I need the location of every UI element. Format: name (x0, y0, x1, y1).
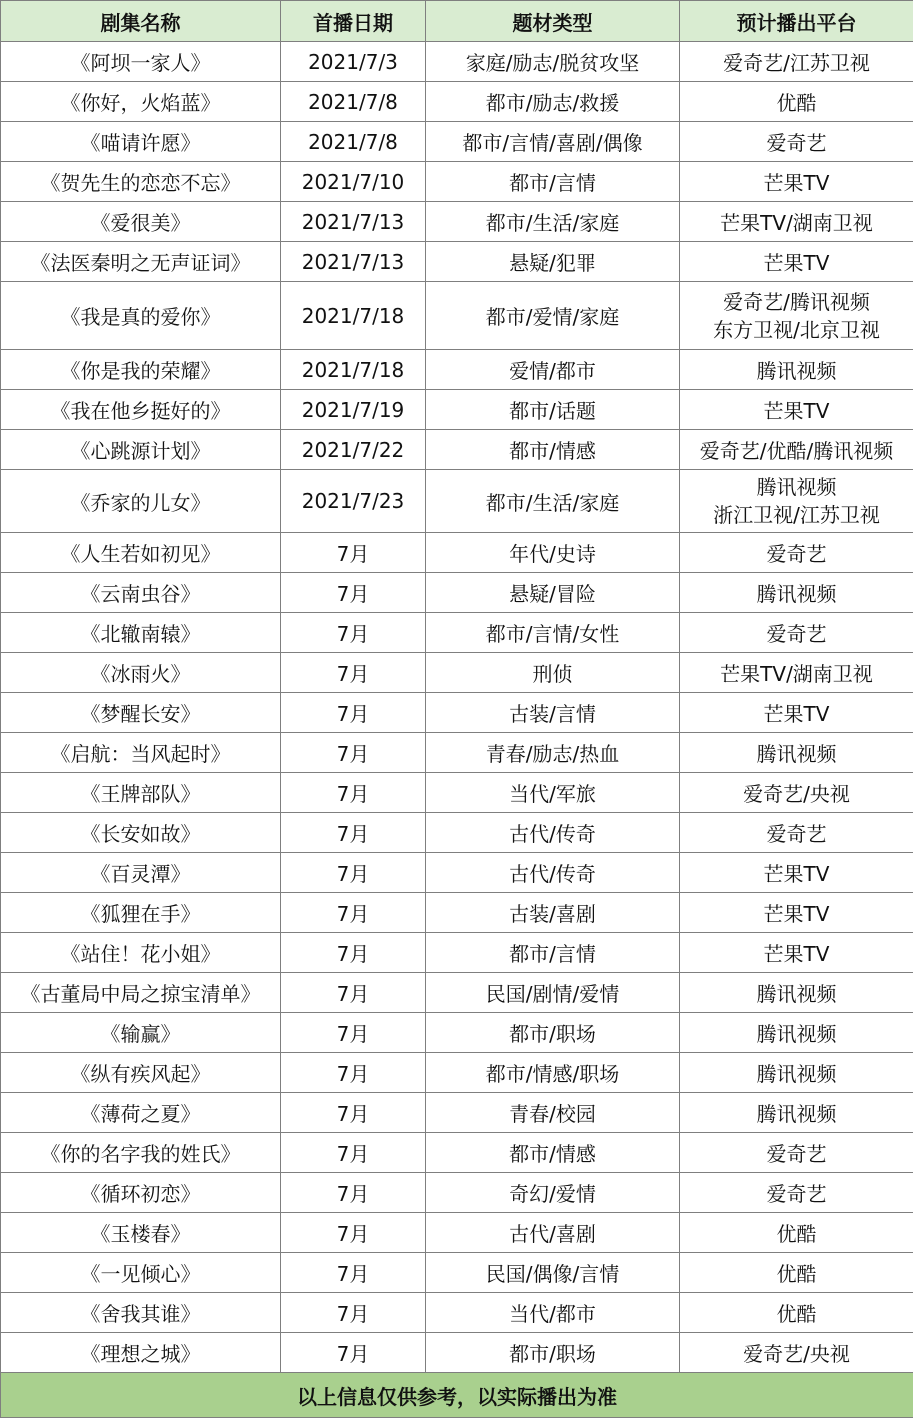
cell-date: 7月 (281, 813, 426, 853)
table-row (1, 933, 913, 973)
table-row (1, 1213, 913, 1253)
cell-genre: 都市/职场 (426, 1013, 680, 1053)
cell-date: 7月 (281, 1253, 426, 1293)
cell-platform (680, 122, 913, 162)
cell-genre: 都市/励志/救援 (426, 82, 680, 122)
cell-date: 7月 (281, 973, 426, 1013)
cell-platform (680, 733, 913, 773)
table-row (1, 1053, 913, 1093)
cell-platform (680, 1053, 913, 1093)
cell-title: 《喵请许愿》 (1, 122, 281, 162)
cell-date: 7月 (281, 613, 426, 653)
platform-line: 芒果TV (763, 399, 830, 423)
platform-line: 腾讯视频 (756, 1062, 837, 1086)
cell-title: 《冰雨火》 (1, 653, 281, 693)
cell-title: 《人生若如初见》 (1, 533, 281, 573)
cell-title: 《阿坝一家人》 (1, 42, 281, 82)
cell-genre: 民国/偶像/言情 (426, 1253, 680, 1293)
platform-line: 爱奇艺/江苏卫视 (723, 51, 870, 75)
cell-date: 2021/7/22 (281, 430, 426, 470)
cell-date: 2021/7/23 (281, 470, 426, 533)
platform-line: 爱奇艺/央视 (743, 782, 850, 806)
cell-genre: 古装/喜剧 (426, 893, 680, 933)
table-row (1, 773, 913, 813)
platform-line: 爱奇艺/央视 (743, 1342, 850, 1366)
platform-line: 腾讯视频 (756, 475, 837, 499)
table-row (1, 1293, 913, 1333)
cell-title: 《一见倾心》 (1, 1253, 281, 1293)
cell-platform (680, 653, 913, 693)
cell-genre: 都市/话题 (426, 390, 680, 430)
cell-date: 7月 (281, 1093, 426, 1133)
cell-platform (680, 82, 913, 122)
cell-platform (680, 1333, 913, 1373)
cell-title: 《心跳源计划》 (1, 430, 281, 470)
cell-platform (680, 430, 913, 470)
platform-line: 芒果TV/湖南卫视 (720, 211, 873, 235)
cell-title: 《薄荷之夏》 (1, 1093, 281, 1133)
header-date: 首播日期 (281, 1, 426, 42)
cell-date: 7月 (281, 1333, 426, 1373)
cell-platform (680, 1213, 913, 1253)
cell-date: 2021/7/18 (281, 350, 426, 390)
platform-line: 爱奇艺 (766, 131, 827, 155)
cell-genre: 爱情/都市 (426, 350, 680, 390)
cell-date: 2021/7/18 (281, 282, 426, 350)
cell-platform (680, 470, 913, 533)
platform-line: 腾讯视频 (756, 1022, 837, 1046)
cell-genre: 民国/剧情/爱情 (426, 973, 680, 1013)
cell-date: 7月 (281, 1013, 426, 1053)
cell-platform (680, 390, 913, 430)
cell-genre: 古代/传奇 (426, 813, 680, 853)
cell-date: 2021/7/13 (281, 202, 426, 242)
cell-title: 《你好，火焰蓝》 (1, 82, 281, 122)
cell-genre: 都市/言情 (426, 162, 680, 202)
table-row (1, 162, 913, 202)
cell-title: 《王牌部队》 (1, 773, 281, 813)
cell-genre: 都市/情感/职场 (426, 1053, 680, 1093)
cell-title: 《狐狸在手》 (1, 893, 281, 933)
platform-line: 芒果TV (763, 702, 830, 726)
footer-row (1, 1373, 913, 1418)
cell-genre: 当代/都市 (426, 1293, 680, 1333)
cell-platform (680, 42, 913, 82)
header-row (1, 1, 913, 42)
cell-genre: 当代/军旅 (426, 773, 680, 813)
table-row (1, 82, 913, 122)
table-row (1, 893, 913, 933)
platform-line: 爱奇艺 (766, 622, 827, 646)
table-row (1, 533, 913, 573)
cell-date: 7月 (281, 1293, 426, 1333)
platform-line: 腾讯视频 (756, 582, 837, 606)
platform-line: 芒果TV (763, 251, 830, 275)
table-row (1, 853, 913, 893)
cell-genre: 悬疑/犯罪 (426, 242, 680, 282)
cell-platform (680, 893, 913, 933)
cell-platform (680, 1133, 913, 1173)
cell-platform (680, 1253, 913, 1293)
cell-genre: 都市/情感 (426, 1133, 680, 1173)
cell-date: 7月 (281, 573, 426, 613)
cell-date: 7月 (281, 1053, 426, 1093)
cell-genre: 青春/校园 (426, 1093, 680, 1133)
platform-line: 芒果TV (763, 171, 830, 195)
platform-line: 东方卫视/北京卫视 (713, 317, 880, 342)
platform-line: 腾讯视频 (756, 982, 837, 1006)
table-row (1, 573, 913, 613)
cell-platform (680, 242, 913, 282)
cell-title: 《百灵潭》 (1, 853, 281, 893)
table-row (1, 653, 913, 693)
cell-genre: 都市/职场 (426, 1333, 680, 1373)
platform-line: 腾讯视频 (756, 359, 837, 383)
header-platform: 预计播出平台 (680, 1, 913, 42)
cell-platform (680, 202, 913, 242)
cell-platform (680, 973, 913, 1013)
platform-line: 爱奇艺 (766, 542, 827, 566)
cell-title: 《输赢》 (1, 1013, 281, 1053)
header-genre: 题材类型 (426, 1, 680, 42)
cell-platform (680, 1013, 913, 1053)
table-row (1, 202, 913, 242)
cell-date: 7月 (281, 693, 426, 733)
cell-date: 2021/7/19 (281, 390, 426, 430)
cell-date: 2021/7/8 (281, 82, 426, 122)
cell-title: 《爱很美》 (1, 202, 281, 242)
platform-line: 芒果TV (763, 902, 830, 926)
cell-platform (680, 1293, 913, 1333)
table-row (1, 733, 913, 773)
cell-platform (680, 162, 913, 202)
cell-platform (680, 813, 913, 853)
cell-genre: 悬疑/冒险 (426, 573, 680, 613)
table-row (1, 693, 913, 733)
platform-line: 爱奇艺 (766, 1142, 827, 1166)
cell-platform (680, 933, 913, 973)
platform-line: 腾讯视频 (756, 1102, 837, 1126)
cell-genre: 年代/史诗 (426, 533, 680, 573)
cell-platform (680, 1093, 913, 1133)
cell-platform (680, 693, 913, 733)
cell-title: 《古董局中局之掠宝清单》 (1, 973, 281, 1013)
table-row (1, 1093, 913, 1133)
cell-genre: 都市/爱情/家庭 (426, 282, 680, 350)
cell-date: 7月 (281, 853, 426, 893)
table-row (1, 613, 913, 653)
cell-title: 《法医秦明之无声证词》 (1, 242, 281, 282)
cell-title: 《北辙南辕》 (1, 613, 281, 653)
table-row (1, 430, 913, 470)
cell-platform (680, 282, 913, 350)
cell-platform (680, 350, 913, 390)
cell-date: 2021/7/10 (281, 162, 426, 202)
cell-platform (680, 573, 913, 613)
platform-line: 浙江卫视/江苏卫视 (713, 503, 880, 527)
platform-line: 爱奇艺 (766, 1182, 827, 1206)
cell-date: 7月 (281, 1133, 426, 1173)
cell-title: 《乔家的儿女》 (1, 470, 281, 533)
cell-title: 《云南虫谷》 (1, 573, 281, 613)
cell-title: 《理想之城》 (1, 1333, 281, 1373)
cell-title: 《纵有疾风起》 (1, 1053, 281, 1093)
table-row (1, 242, 913, 282)
cell-genre: 古代/喜剧 (426, 1213, 680, 1253)
cell-title: 《我在他乡挺好的》 (1, 390, 281, 430)
platform-line: 腾讯视频 (756, 742, 837, 766)
cell-platform (680, 773, 913, 813)
table-row (1, 973, 913, 1013)
cell-platform (680, 613, 913, 653)
cell-date: 7月 (281, 1173, 426, 1213)
table-row (1, 282, 913, 350)
cell-date: 7月 (281, 733, 426, 773)
platform-line: 芒果TV (763, 942, 830, 966)
cell-genre: 都市/生活/家庭 (426, 470, 680, 533)
cell-title: 《你是我的荣耀》 (1, 350, 281, 390)
cell-genre: 都市/言情 (426, 933, 680, 973)
cell-title: 《长安如故》 (1, 813, 281, 853)
platform-line: 芒果TV (763, 862, 830, 886)
platform-line: 优酷 (776, 91, 817, 115)
platform-line: 优酷 (776, 1262, 817, 1286)
table-row (1, 1133, 913, 1173)
table-body (1, 42, 913, 1373)
footer-note: 以上信息仅供参考，以实际播出为准 (1, 1373, 913, 1418)
cell-genre: 都市/情感 (426, 430, 680, 470)
table-row (1, 813, 913, 853)
cell-genre: 都市/言情/女性 (426, 613, 680, 653)
platform-line: 爱奇艺/优酷/腾讯视频 (699, 439, 894, 463)
cell-genre: 家庭/励志/脱贫攻坚 (426, 42, 680, 82)
cell-title: 《站住！花小姐》 (1, 933, 281, 973)
cell-date: 7月 (281, 1213, 426, 1253)
table-row (1, 42, 913, 82)
cell-title: 《启航：当风起时》 (1, 733, 281, 773)
cell-title: 《梦醒长安》 (1, 693, 281, 733)
table-row (1, 470, 913, 533)
table-row (1, 390, 913, 430)
cell-genre: 奇幻/爱情 (426, 1173, 680, 1213)
cell-date: 7月 (281, 533, 426, 573)
platform-line: 爱奇艺 (766, 822, 827, 846)
cell-title: 《贺先生的恋恋不忘》 (1, 162, 281, 202)
cell-genre: 都市/生活/家庭 (426, 202, 680, 242)
table-row (1, 1333, 913, 1373)
table-row (1, 1173, 913, 1213)
cell-platform (680, 533, 913, 573)
cell-title: 《舍我其谁》 (1, 1293, 281, 1333)
table-row (1, 1253, 913, 1293)
cell-date: 2021/7/8 (281, 122, 426, 162)
cell-date: 7月 (281, 933, 426, 973)
header-title: 剧集名称 (1, 1, 281, 42)
cell-platform (680, 1173, 913, 1213)
cell-title: 《我是真的爱你》 (1, 282, 281, 350)
cell-date: 2021/7/3 (281, 42, 426, 82)
platform-line: 爱奇艺/腾讯视频 (723, 289, 870, 314)
platform-line: 芒果TV/湖南卫视 (720, 662, 873, 686)
cell-title: 《循环初恋》 (1, 1173, 281, 1213)
cell-date: 7月 (281, 773, 426, 813)
cell-genre: 青春/励志/热血 (426, 733, 680, 773)
table-row (1, 1013, 913, 1053)
platform-line: 优酷 (776, 1222, 817, 1246)
cell-genre: 古装/言情 (426, 693, 680, 733)
cell-date: 7月 (281, 893, 426, 933)
cell-date: 7月 (281, 653, 426, 693)
cell-title: 《玉楼春》 (1, 1213, 281, 1253)
cell-platform (680, 853, 913, 893)
table-row (1, 350, 913, 390)
platform-line: 优酷 (776, 1302, 817, 1326)
cell-genre: 古代/传奇 (426, 853, 680, 893)
cell-genre: 都市/言情/喜剧/偶像 (426, 122, 680, 162)
cell-genre: 刑侦 (426, 653, 680, 693)
table-row (1, 122, 913, 162)
cell-date: 2021/7/13 (281, 242, 426, 282)
cell-title: 《你的名字我的姓氏》 (1, 1133, 281, 1173)
